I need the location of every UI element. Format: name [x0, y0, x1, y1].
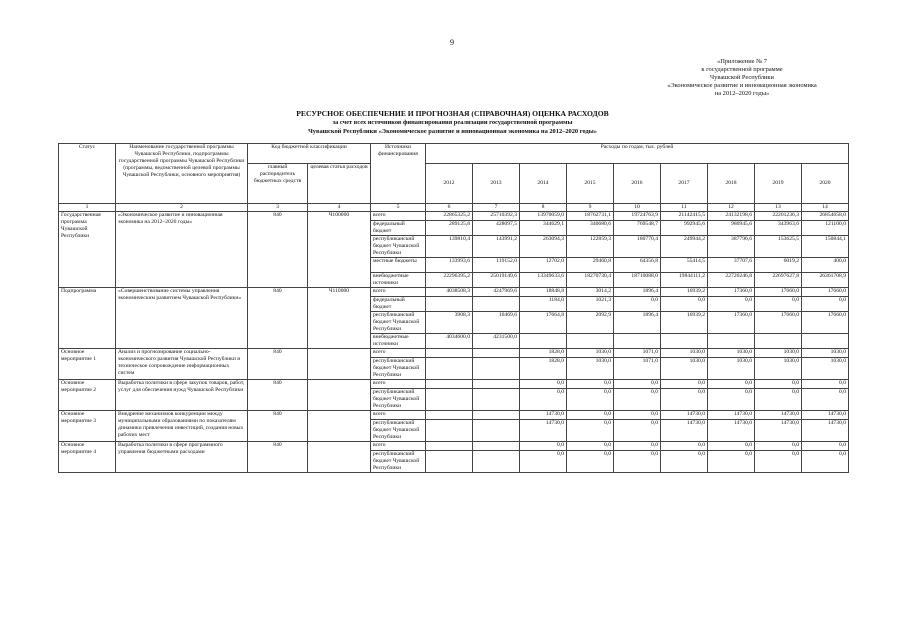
value-cell: 14730,0: [755, 420, 802, 442]
annex-line: Чувашской Республики: [710, 74, 774, 81]
value-cell: [426, 420, 473, 442]
value-cell: 0,0: [755, 442, 802, 451]
value-cell: 0,0: [708, 297, 755, 312]
column-number: 9: [567, 204, 614, 212]
group-grbs: 840: [248, 380, 308, 411]
value-cell: 14730,0: [708, 420, 755, 442]
source-cell: республиканский бюджет Чувашской Республики: [371, 236, 426, 258]
value-cell: 0,0: [661, 451, 708, 473]
header-year: 2017: [661, 164, 708, 204]
column-number: 8: [520, 204, 567, 212]
group-grbs: 840: [248, 442, 308, 473]
value-cell: 0,0: [708, 389, 755, 411]
value-cell: 0,0: [755, 389, 802, 411]
value-cell: [802, 334, 849, 349]
value-cell: 17360,0: [708, 288, 755, 297]
value-cell: 17660,0: [755, 312, 802, 334]
value-cell: 17664,8: [520, 312, 567, 334]
column-number: 10: [614, 204, 661, 212]
table-row: [59, 288, 849, 297]
document-title: [190, 109, 715, 136]
value-cell: 22865325,2: [426, 212, 473, 221]
value-cell: 1828,0: [520, 349, 567, 358]
value-cell: 14730,0: [520, 411, 567, 420]
value-cell: 18710088,0: [614, 273, 661, 288]
header-year: 2012: [426, 164, 473, 204]
value-cell: 263094,3: [520, 236, 567, 258]
source-cell: местные бюджеты: [371, 258, 426, 273]
header-year: 2013: [473, 164, 520, 204]
value-cell: 1896,4: [614, 312, 661, 334]
value-cell: 1030,0: [802, 358, 849, 380]
value-cell: 55414,5: [661, 258, 708, 273]
value-cell: [473, 442, 520, 451]
value-cell: 0,0: [567, 420, 614, 442]
group-status: Основное мероприятие 2: [59, 380, 116, 411]
value-cell: [426, 442, 473, 451]
value-cell: 1021,3: [567, 297, 614, 312]
value-cell: 64356,8: [614, 258, 661, 273]
value-cell: 29460,8: [567, 258, 614, 273]
value-cell: 0,0: [520, 442, 567, 451]
group-grbs: 840: [248, 349, 308, 380]
source-cell: всего: [371, 349, 426, 358]
header-name: Наименование государственной программы Чувашской Республики, подпрограммы государственной программы Чувашской Республики (программы, ведомственной целевой программы Чувашской Республики, основного мероприятия): [116, 144, 248, 204]
header-year: 2015: [567, 164, 614, 204]
value-cell: [473, 380, 520, 389]
value-cell: 139810,4: [426, 236, 473, 258]
group-grbs: 840: [248, 411, 308, 442]
value-cell: 1030,0: [708, 358, 755, 380]
value-cell: 4231500,0: [473, 334, 520, 349]
source-cell: федеральный бюджет: [371, 221, 426, 236]
column-number: 13: [755, 204, 802, 212]
value-cell: 22697627,8: [755, 273, 802, 288]
value-cell: 153625,5: [755, 236, 802, 258]
value-cell: 22726246,8: [708, 273, 755, 288]
title-line: РЕСУРСНОЕ ОБЕСПЕЧЕНИЕ И ПРОГНОЗНАЯ (СПРАВОЧНАЯ) ОЦЕНКА РАСХОДОВ: [296, 109, 609, 118]
value-cell: [567, 334, 614, 349]
group-status: Основное мероприятие 1: [59, 349, 116, 380]
value-cell: 13970059,0: [520, 212, 567, 221]
value-cell: 0,0: [802, 389, 849, 411]
value-cell: 992945,6: [661, 221, 708, 236]
group-status: Основное мероприятие 3: [59, 411, 116, 442]
value-cell: 4034600,0: [426, 334, 473, 349]
header-budget-code: Код бюджетной классификации: [248, 144, 371, 164]
annex-line: к государственной программе: [701, 66, 783, 73]
group-name: «Экономическое развитие и инновационная экономика на 2012–2020 годы»: [116, 212, 248, 288]
value-cell: 428097,5: [473, 221, 520, 236]
title-line: Чувашской Республики «Экономическое развитие и инновационная экономика на 2012–2020 годы»: [308, 128, 597, 135]
value-cell: 18762731,1: [567, 212, 614, 221]
annex-line: «Приложение № 7: [717, 58, 767, 65]
value-cell: 2092,9: [567, 312, 614, 334]
header-year: 2016: [614, 164, 661, 204]
value-cell: 4247969,6: [473, 288, 520, 297]
table-row: [59, 411, 849, 420]
value-cell: 18270730,4: [567, 273, 614, 288]
value-cell: 14730,0: [661, 420, 708, 442]
value-cell: 17660,0: [755, 288, 802, 297]
value-cell: 13349633,6: [520, 273, 567, 288]
header-section: целевая статья расходов: [308, 164, 371, 204]
group-code: Ч110000: [308, 288, 371, 349]
group-grbs: 840: [248, 212, 308, 288]
source-cell: внебюджетные источники: [371, 334, 426, 349]
value-cell: 26854658,0: [802, 212, 849, 221]
value-cell: 16469,6: [473, 312, 520, 334]
value-cell: 343963,6: [755, 221, 802, 236]
column-number: 1: [59, 204, 116, 212]
value-cell: 0,0: [614, 451, 661, 473]
value-cell: 12702,0: [520, 258, 567, 273]
value-cell: 0,0: [567, 380, 614, 389]
value-cell: 0,0: [614, 420, 661, 442]
page-number: 9: [450, 38, 454, 47]
value-cell: 289125,8: [426, 221, 473, 236]
value-cell: 16939,2: [661, 288, 708, 297]
value-cell: 1030,0: [661, 358, 708, 380]
value-cell: 0,0: [802, 380, 849, 389]
column-number: 7: [473, 204, 520, 212]
value-cell: 0,0: [802, 297, 849, 312]
group-code: [308, 411, 371, 442]
value-cell: 25710392,3: [473, 212, 520, 221]
value-cell: 0,0: [567, 451, 614, 473]
table-row: [59, 380, 849, 389]
group-status: Государственная программа Чувашской Республики: [59, 212, 116, 288]
value-cell: [426, 358, 473, 380]
value-cell: 26361708,9: [802, 273, 849, 288]
value-cell: 1030,0: [567, 358, 614, 380]
title-line: за счет всех источников финансирования реализации государственной программы: [332, 119, 573, 126]
value-cell: 1030,0: [755, 358, 802, 380]
value-cell: 14730,0: [755, 411, 802, 420]
source-cell: всего: [371, 411, 426, 420]
column-number: 2: [116, 204, 248, 212]
value-cell: 0,0: [661, 389, 708, 411]
source-cell: всего: [371, 380, 426, 389]
value-cell: 22201236,3: [755, 212, 802, 221]
value-cell: 6019,2: [755, 258, 802, 273]
column-number: 3: [248, 204, 308, 212]
column-number: 5: [371, 204, 426, 212]
column-number: 14: [802, 204, 849, 212]
group-name: Внедрение механизмов конкуренции между муниципальными образованиями по показателям динамики привлечения инвестиций, создания новых рабочих мест: [116, 411, 248, 442]
source-cell: республиканский бюджет Чувашской Республики: [371, 312, 426, 334]
value-cell: 122859,3: [567, 236, 614, 258]
value-cell: 0,0: [614, 411, 661, 420]
header-sources: Источники финансирования: [371, 144, 426, 204]
annex-line: «Экономическое развитие и инновационная экономика: [667, 82, 817, 89]
value-cell: 1071,0: [614, 349, 661, 358]
value-cell: 0,0: [802, 451, 849, 473]
value-cell: 4038508,3: [426, 288, 473, 297]
value-cell: 1071,0: [614, 358, 661, 380]
header-year: 2019: [755, 164, 802, 204]
value-cell: 24132198,6: [708, 212, 755, 221]
table-row: [59, 442, 849, 451]
value-cell: [473, 451, 520, 473]
value-cell: 119152,0: [473, 258, 520, 273]
value-cell: [755, 334, 802, 349]
value-cell: [426, 380, 473, 389]
value-cell: 150844,1: [802, 236, 849, 258]
source-cell: федеральный бюджет: [371, 297, 426, 312]
value-cell: 17360,0: [708, 312, 755, 334]
value-cell: 769548,7: [614, 221, 661, 236]
value-cell: [520, 334, 567, 349]
value-cell: 344629,1: [520, 221, 567, 236]
value-cell: 121100,0: [802, 221, 849, 236]
value-cell: 0,0: [567, 442, 614, 451]
value-cell: 0,0: [708, 451, 755, 473]
value-cell: 0,0: [708, 380, 755, 389]
value-cell: [473, 389, 520, 411]
source-cell: всего: [371, 442, 426, 451]
value-cell: 400,0: [802, 258, 849, 273]
value-cell: 3014,2: [567, 288, 614, 297]
value-cell: 0,0: [755, 297, 802, 312]
source-cell: внебюджетные источники: [371, 273, 426, 288]
source-cell: республиканский бюджет Чувашской Республики: [371, 420, 426, 442]
header-expenses: Расходы по годам, тыс. рублей: [426, 144, 849, 164]
header-year: 2018: [708, 164, 755, 204]
group-code: [308, 380, 371, 411]
value-cell: 1896,4: [614, 288, 661, 297]
value-cell: 14730,0: [802, 420, 849, 442]
value-cell: 17660,0: [802, 288, 849, 297]
value-cell: 249944,2: [661, 236, 708, 258]
value-cell: [426, 349, 473, 358]
header-grbs: главный распорядитель бюджетных средств: [248, 164, 308, 204]
group-name: Выработка политики в сфере программного управления бюджетными расходами: [116, 442, 248, 473]
source-cell: республиканский бюджет Чувашской Республики: [371, 358, 426, 380]
value-cell: [661, 334, 708, 349]
column-number: 4: [308, 204, 371, 212]
value-cell: 0,0: [614, 380, 661, 389]
value-cell: 1030,0: [708, 349, 755, 358]
value-cell: [426, 389, 473, 411]
group-code: Ч100000: [308, 212, 371, 288]
annex-line: на 2012–2020 годы»: [714, 90, 770, 97]
value-cell: 22296395,2: [426, 273, 473, 288]
value-cell: [614, 334, 661, 349]
value-cell: 1030,0: [661, 349, 708, 358]
source-cell: республиканский бюджет Чувашской Республики: [371, 389, 426, 411]
value-cell: 14730,0: [802, 411, 849, 420]
value-cell: 0,0: [614, 442, 661, 451]
value-cell: [426, 297, 473, 312]
group-code: [308, 442, 371, 473]
value-cell: 14730,0: [708, 411, 755, 420]
value-cell: 143991,2: [473, 236, 520, 258]
column-number: 6: [426, 204, 473, 212]
group-name: Анализ и прогнозирование социально-экономического развития Чувашской Республики и техническое сопровождение информационных систем: [116, 349, 248, 380]
value-cell: 133993,6: [426, 258, 473, 273]
source-cell: всего: [371, 212, 426, 221]
value-cell: 19844111,2: [661, 273, 708, 288]
header-status: Статус: [59, 144, 116, 204]
column-number: 12: [708, 204, 755, 212]
value-cell: 16939,2: [661, 312, 708, 334]
value-cell: [473, 411, 520, 420]
group-status: Основное мероприятие 4: [59, 442, 116, 473]
value-cell: 19724763,9: [614, 212, 661, 221]
value-cell: [473, 297, 520, 312]
value-cell: [473, 349, 520, 358]
group-name: Выработка политики в сфере закупок товаров, работ, услуг для обеспечения нужд Чувашской Республики: [116, 380, 248, 411]
value-cell: 1828,0: [520, 358, 567, 380]
value-cell: 0,0: [520, 389, 567, 411]
value-cell: [473, 420, 520, 442]
value-cell: 1184,0: [520, 297, 567, 312]
value-cell: 0,0: [567, 411, 614, 420]
value-cell: 0,0: [708, 442, 755, 451]
value-cell: 0,0: [661, 442, 708, 451]
value-cell: 0,0: [661, 380, 708, 389]
value-cell: 0,0: [661, 297, 708, 312]
value-cell: 37707,6: [708, 258, 755, 273]
value-cell: 0,0: [755, 380, 802, 389]
table-row: [59, 349, 849, 358]
group-code: [308, 349, 371, 380]
source-cell: всего: [371, 288, 426, 297]
value-cell: [426, 451, 473, 473]
header-year: 2020: [802, 164, 849, 204]
value-cell: 340680,6: [567, 221, 614, 236]
value-cell: [708, 334, 755, 349]
value-cell: 14730,0: [661, 411, 708, 420]
value-cell: 0,0: [755, 451, 802, 473]
source-cell: республиканский бюджет Чувашской Республики: [371, 451, 426, 473]
value-cell: 980945,6: [708, 221, 755, 236]
value-cell: 1030,0: [755, 349, 802, 358]
value-cell: 0,0: [567, 389, 614, 411]
table-row: [59, 212, 849, 221]
value-cell: 387796,6: [708, 236, 755, 258]
group-status: Подпрограмма: [59, 288, 116, 349]
annex-note: [637, 58, 847, 98]
value-cell: 17660,0: [802, 312, 849, 334]
value-cell: 0,0: [614, 389, 661, 411]
group-grbs: 840: [248, 288, 308, 349]
column-number: 11: [661, 204, 708, 212]
value-cell: 0,0: [520, 380, 567, 389]
value-cell: 1030,0: [802, 349, 849, 358]
value-cell: 0,0: [520, 451, 567, 473]
value-cell: 0,0: [614, 297, 661, 312]
value-cell: 180770,4: [614, 236, 661, 258]
group-name: «Совершенствование системы управления экономическим развитием Чувашской Республики»: [116, 288, 248, 349]
header-year: 2014: [520, 164, 567, 204]
value-cell: 14730,0: [520, 420, 567, 442]
value-cell: 3908,3: [426, 312, 473, 334]
value-cell: [473, 358, 520, 380]
resources-table: [58, 143, 849, 473]
value-cell: [426, 411, 473, 420]
value-cell: 1030,0: [567, 349, 614, 358]
value-cell: 18848,8: [520, 288, 567, 297]
value-cell: 0,0: [802, 442, 849, 451]
value-cell: 25019149,6: [473, 273, 520, 288]
value-cell: 21142415,5: [661, 212, 708, 221]
